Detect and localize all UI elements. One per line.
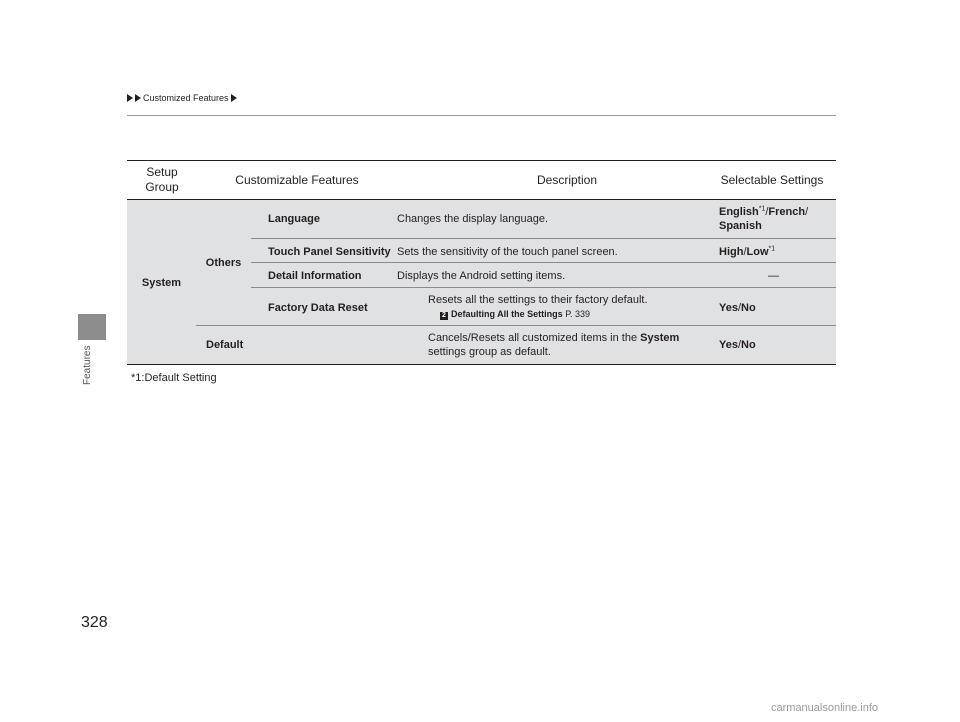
setting-option: French [768,206,806,218]
feature-language: Language [268,213,320,225]
setting-option: High [719,246,744,258]
settings-touch-panel [719,245,775,259]
section-tab-marker [78,314,106,340]
reference-arrow-icon: 2 [440,312,448,320]
header-settings: Selectable Settings [720,173,824,187]
breadcrumb-arrow-icon [231,94,237,102]
setting-option: Spanish [719,220,762,232]
row-divider [196,325,836,326]
subgroup-others: Others [205,257,242,269]
description-factory-reset [428,293,648,321]
separator: / [765,206,769,218]
breadcrumb-link[interactable]: Customized Features [143,93,229,103]
row-divider [251,238,836,239]
default-marker: *1 [758,205,766,213]
header-features: Customizable Features [235,173,359,187]
watermark: carmanualsonline.info [771,702,879,714]
separator: / [743,246,747,258]
description-detail-info: Displays the Android setting items. [397,270,566,282]
table-header [127,161,836,199]
description-default [428,331,679,359]
setting-option: Yes [719,339,738,351]
header-setup-group: Setup Group [145,165,179,194]
description-text: settings group as default. [428,346,551,358]
header-rule [127,115,836,116]
description-text: Resets all the settings to their factory default. [428,294,648,306]
separator: / [737,302,742,314]
breadcrumb [127,93,237,103]
row-divider [251,262,836,263]
setting-option: No [741,339,756,351]
settings-default [719,338,756,352]
reference-page: P. 339 [565,309,591,319]
feature-default: Default [206,339,244,351]
description-text: Cancels/Resets all customized items in the [428,332,638,344]
footnote: *1:Default Setting [131,372,217,384]
breadcrumb-arrow-icon [135,94,141,102]
feature-detail-info: Detail Information [268,270,362,282]
cross-reference[interactable] [440,309,590,319]
feature-factory-reset: Factory Data Reset [268,302,368,314]
setting-option: Low [746,246,769,258]
description-emphasis: System [640,332,680,344]
settings-factory-reset [719,301,756,315]
description-language: Changes the display language. [397,213,549,225]
separator: / [805,206,809,218]
settings-language [719,205,808,233]
table-bottom-rule [127,364,836,365]
breadcrumb-arrow-icon [127,94,133,102]
feature-touch-panel: Touch Panel Sensitivity [268,246,391,258]
page-number: 328 [81,614,108,631]
setting-option: Yes [719,302,738,314]
header-description: Description [536,173,598,187]
row-divider [251,287,836,288]
section-label: Features [82,345,93,385]
settings-table [127,200,836,364]
settings-detail-info: — [768,270,779,282]
description-touch-panel: Sets the sensitivity of the touch panel screen. [397,246,618,258]
setting-option: English [719,206,759,218]
group-system: System [141,277,182,289]
separator: / [737,339,742,351]
reference-title: Defaulting All the Settings [451,309,563,319]
default-marker: *1 [768,245,776,253]
setting-option: No [741,302,756,314]
